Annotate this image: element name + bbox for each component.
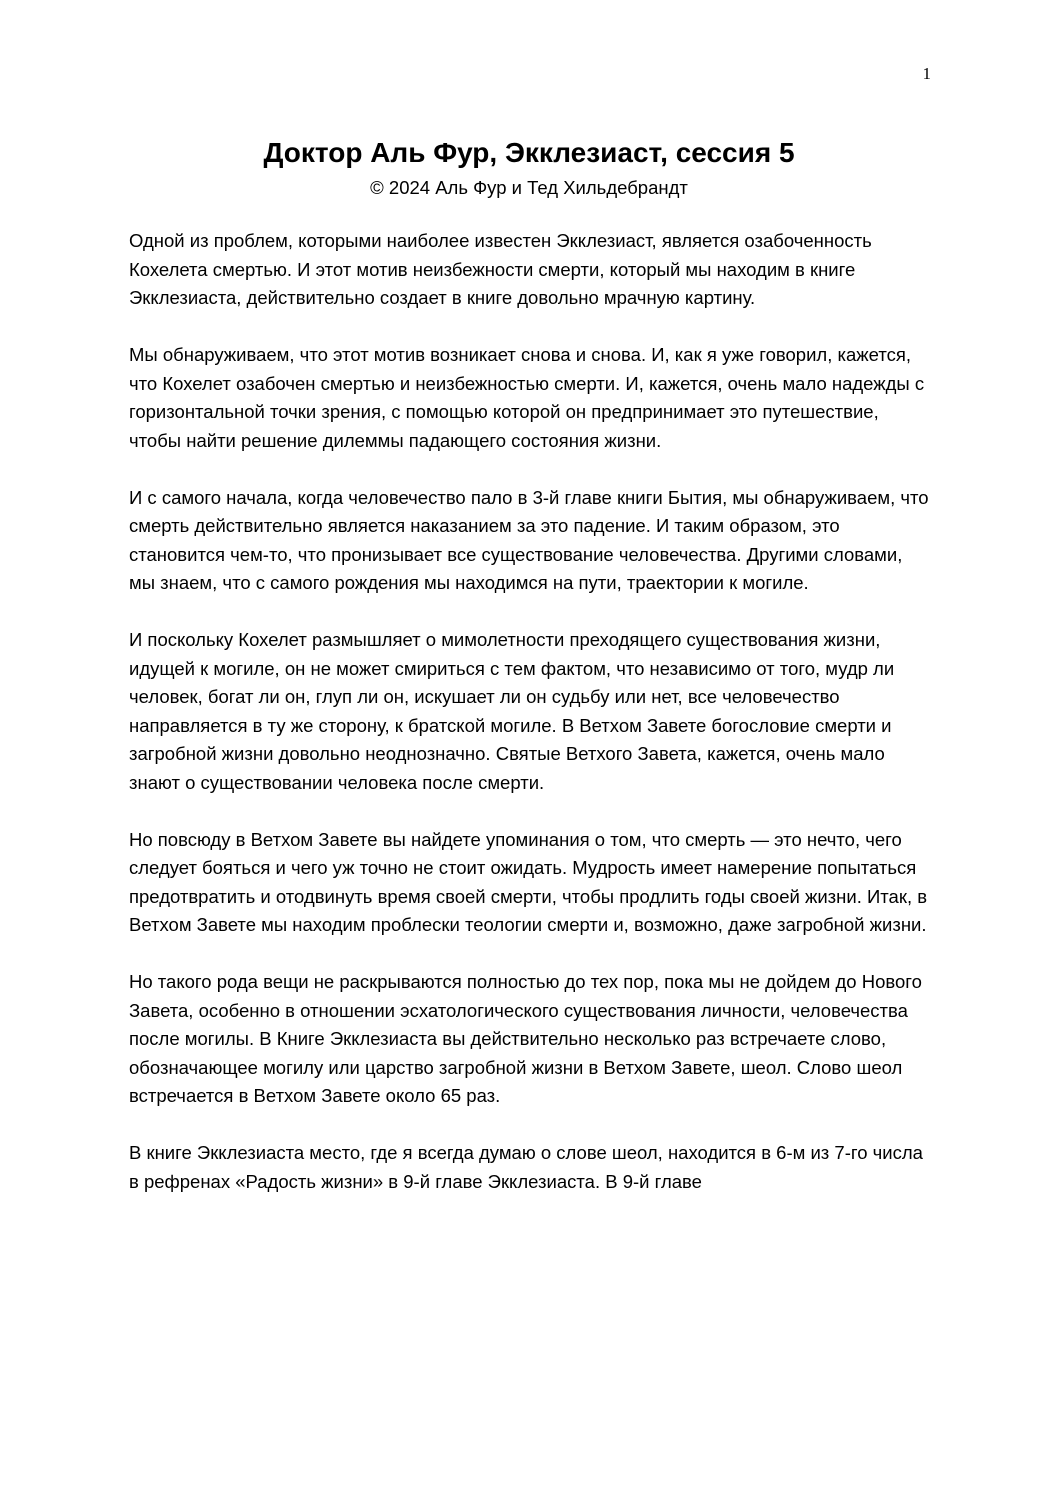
page-number: 1 <box>922 64 931 83</box>
paragraph: Но такого рода вещи не раскрываются полностью до тех пор, пока мы не дойдем до Нового Завета, особенно в отношении эсхатологического существования личности, человечества после могилы. В Книге Экклезиаста вы действительно несколько раз встречаете слово, обозначающее могилу или царство загробной жизни в Ветхом Завете, шеол. Слово шеол встречается в Ветхом Завете около 65 раз. <box>129 971 922 1106</box>
paragraph: Мы обнаруживаем, что этот мотив возникает снова и снова. И, как я уже говорил, кажется, что Кохелет озабочен смертью и неизбежностью смерти. И, кажется, очень мало надежды с горизонтальной точки зрения, с помощью которой он предпринимает это путешествие, чтобы найти решение дилеммы падающего состояния жизни. <box>129 344 925 451</box>
paragraph: И с самого начала, когда человечество пало в 3-й главе книги Бытия, мы обнаруживаем, что смерть действительно является наказанием за это падение. И таким образом, это становится чем-то, что пронизывает все существование человечества. Другими словами, мы знаем, что с самого рождения мы находимся на пути, траектории к могиле. <box>129 486 929 593</box>
paragraph: Одной из проблем, которыми наиболее известен Экклезиаст, является озабоченность Кохелета смертью. И этот мотив неизбежности смерти, который мы находим в книге Экклезиаста, действительно создает в книге довольно мрачную картину. <box>129 230 872 308</box>
paragraph: И поскольку Кохелет размышляет о мимолетности преходящего существования жизни, идущей к могиле, он не может смириться с тем фактом, что независимо от того, мудр ли человек, богат ли он, глуп ли он, искушает ли он судьбу или нет, все человечество направляется в ту же сторону, к братской могиле. В Ветхом Завете богословие смерти и загробной жизни довольно неоднозначно. Святые Ветхого Завета, кажется, очень мало знают о существовании человека после смерти. <box>129 629 895 793</box>
document-title: Доктор Аль Фур, Экклезиаст, сессия 5 <box>263 137 795 168</box>
copyright-line: © 2024 Аль Фур и Тед Хильдебрандт <box>370 177 688 198</box>
paragraph: В книге Экклезиаста место, где я всегда думаю о слове шеол, находится в 6-м из 7-го числа в рефренах «Радость жизни» в 9-й главе Экклезиаста. В 9-й главе <box>129 1142 923 1192</box>
paragraph: Но повсюду в Ветхом Завете вы найдете упоминания о том, что смерть — это нечто, чего следует бояться и чего уж точно не стоит ожидать. Мудрость имеет намерение попытаться предотвратить и отодвинуть время своей смерти, чтобы продлить годы своей жизни. Итак, в Ветхом Завете мы находим проблески теологии смерти и, возможно, даже загробной жизни. <box>129 828 928 935</box>
document-body <box>129 227 929 1225</box>
